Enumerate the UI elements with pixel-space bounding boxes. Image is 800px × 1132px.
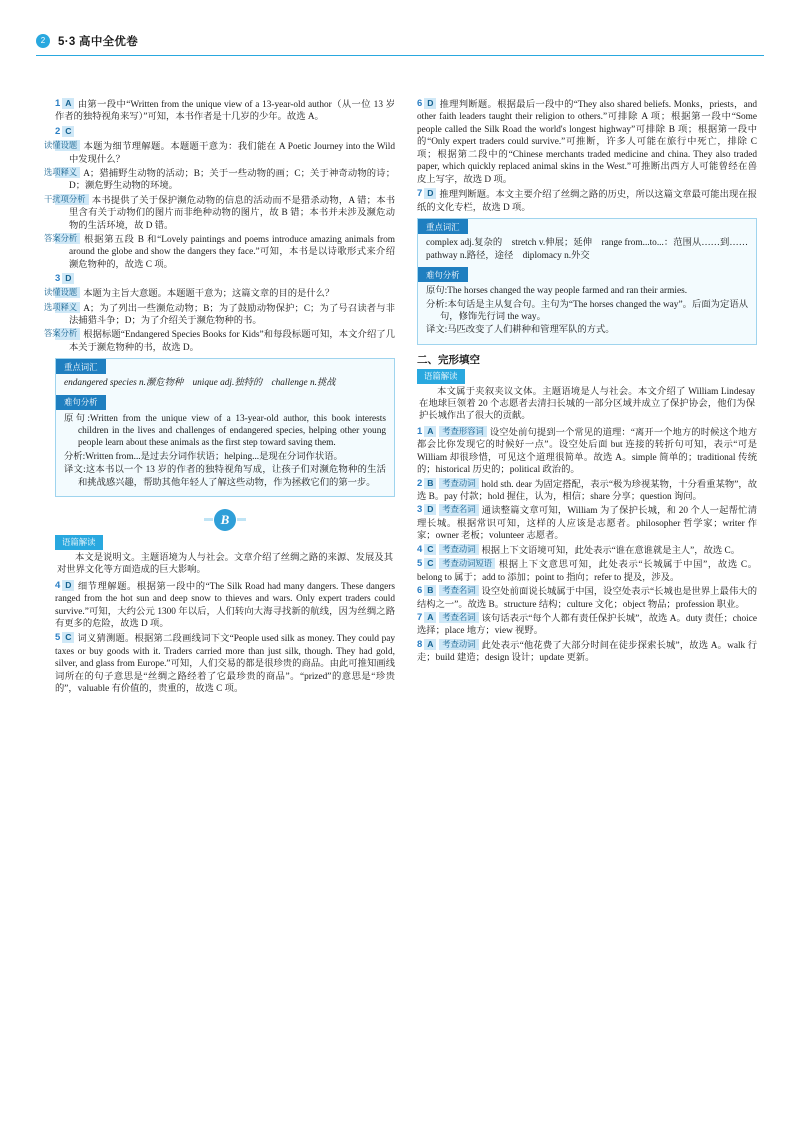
explanation-text: 由第一段中“Written from the unique view of a 13-year-old author（从一位 13 岁作者的独特视角来写）”可知，本书作者是十几岁的少年。故选 A。: [55, 100, 395, 123]
option-meaning-block: [44, 167, 395, 193]
answer-letter: B: [424, 585, 436, 596]
question-type-tag: 考查动词: [439, 478, 478, 489]
key-vocabulary-label: 重点词汇: [418, 219, 468, 234]
vocabulary-line: complex adj.复杂的 stretch v.伸展；延伸 range from...to...：范围从……到…… pathway n.路径，途径 diplomacy n.外交: [426, 238, 758, 261]
read-question-block: [44, 140, 395, 166]
answer-letter: A: [424, 612, 436, 623]
read-question-text: 本题为细节理解题。本题题干意为：我们能在 A Poetic Journey into the Wild 中发现什么？: [69, 142, 395, 165]
answer-letter: D: [424, 188, 436, 199]
explanation-text: 设空处前句提到一个常见的道理：“离开一个地方的时候这个地方都会比你发现它的时候好一点”。设空处后面 but 连接的转折句可知，表示“可是 William 却很珍惜，可见这个道理很简单。故选 A。simple 简单的；traditional 传统的；historical 历史的；political 政治的。: [417, 427, 757, 476]
option-meaning-label: 选项释义: [55, 302, 80, 313]
section-letter: B: [214, 509, 236, 531]
page-number: 2: [36, 34, 50, 48]
cloze-item: [417, 478, 757, 504]
question-number: 2: [55, 125, 61, 137]
explanation-text: 细节理解题。根据第一段中的“The Silk Road had many dangers. These dangers ranged from the hot sun and deep snow to thieves and wars. Only expert traders could survive.”可知，大约公元 1300 年以后，人们转向大海寻找新的航线，因为丝绸之路有更多的危险，故选 D 项。: [55, 581, 395, 629]
explanation-text: 根据上下文语境可知，此处表示“谁在意谁就是主人”，故选 C。: [481, 545, 740, 556]
explanation-text: 推理判断题。根据最后一段中的“They also shared beliefs. Monks，priests，and other faith leaders taught their religion to others.”可排除 A 项；根据第一段中“Some people called the Silk Road the world's longest highway”可排除 B 项；根据第一段中的“Only expert traders could survive.”可推断，许多人可能在旅行中死亡，排除 C 项；根据第二段中的“Chinese merchants traded medicine and china. They also traded paper, which quickly replaced animal skins in the West.”可推断出西方人可能曾经在兽皮上写字，故选 D 项。: [417, 100, 757, 185]
read-question-label: 读懂设题: [55, 140, 80, 151]
explanation-text: 根据上下文意思可知，此处表示“长城属于中国”，故选 C。belong to 属于；add to 添加；point to 指向；refer to 提及，涉及。: [417, 560, 757, 583]
answer-letter: C: [62, 126, 74, 137]
sentence-analysis-text: Written from...是过去分词作状语；helping...是现在分词作状语。: [85, 451, 343, 462]
answer-item-7: [417, 188, 757, 214]
distractor-label: 干扰项分析: [55, 194, 89, 205]
answer-item-6: [417, 98, 757, 186]
hard-sentence-label: 难句分析: [56, 395, 106, 410]
answer-letter: D: [62, 273, 74, 284]
explanation-text: 设空处前面说长城属于中国，设空处表示“长城也是世界上最伟大的结构之一”。故选 B。structure 结构；culture 文化；object 物品；profession 职业。: [417, 587, 757, 610]
cloze-item: [417, 544, 757, 557]
question-type-tag: 考查动词短语: [439, 558, 495, 569]
answer-item-4: [55, 580, 395, 631]
answer-analysis-text: 根据标题“Endangered Species Books for Kids”和每段标题可知，本文介绍了几本关于濒危物种的书，故选 D。: [69, 330, 395, 353]
original-sentence-label: 原句: [426, 286, 445, 297]
explanation-text: 该句话表示“每个人都有责任保护长城”，故选 A。duty 责任；choice 选择；place 地方；view 视野。: [417, 614, 757, 637]
distractor-text: 本书提供了关于保护濒危动物的信息的活动而不是猎杀动物，A 错；本书里含有关于动物们的图片而非绝种动物的图片，故 B 错；本书并未涉及濒危动物的生活环境，故 D 错。: [69, 195, 395, 231]
explanation-text: 推理判断题。本文主要介绍了丝绸之路的历史，所以这篇文章最可能出现在报纸的文化专栏，故选 D 项。: [417, 190, 757, 213]
sentence-analysis-block: 分析:本句话是主从复合句。主句为“The horses changed the way”。后面为定语从句，修饰先行词 the way。: [426, 299, 748, 322]
answer-item-5: [55, 632, 395, 695]
vocabulary-line: endangered species n.濒危物种 unique adj.独特的 challenge n.挑战: [64, 378, 336, 389]
key-vocabulary-box: [417, 218, 757, 345]
question-number: 5: [417, 558, 423, 570]
option-meaning-block: [44, 301, 395, 328]
answer-letter: A: [424, 639, 436, 650]
answer-letter: D: [424, 98, 436, 109]
question-number: 7: [417, 612, 423, 624]
sentence-translation-text: 这本书以一个 13 岁的作者的独特视角写成，让孩子们对濒危物种的生活和挑战感兴趣，帮助其他年轻人了解这些动物，作为拯救它们的第一步。: [78, 465, 386, 488]
left-column: [44, 98, 395, 698]
answer-letter: B: [424, 478, 436, 489]
answer-letter: C: [424, 558, 436, 569]
answer-item-3: [44, 272, 395, 354]
passage-analysis-label: 语篇解读: [417, 369, 465, 384]
sentence-analysis-label: 分析: [426, 299, 445, 310]
question-number: 4: [417, 543, 423, 555]
sentence-analysis-text: 本句话是主从复合句。主句为“The horses changed the way”。后面为定语从句，修饰先行词 the way。: [440, 299, 748, 322]
page-header: [36, 34, 764, 56]
original-sentence-text: Written from the unique view of a 13-year-old author, this book interests children in the lives and challenges of endangered species, helping other young people learn about these animals as the first step toward saving them.: [78, 413, 386, 449]
cloze-answer-list: [417, 426, 757, 665]
sentence-translation-block: 译文:这本书以一个 13 岁的作者的独特视角写成，让孩子们对濒危物种的生活和挑战感兴趣，帮助其他年轻人了解这些动物，作为拯救它们的第一步。: [64, 465, 386, 488]
passage-analysis-text: 本文是说明文。主题语境为人与社会。文章介绍了丝绸之路的来源、发展及其对世界文化等方面造成的巨大影响。: [57, 552, 393, 576]
question-number: 3: [417, 504, 423, 516]
answer-analysis-label: 答案分析: [55, 328, 80, 339]
question-type-tag: 考查形容词: [439, 426, 487, 437]
sentence-translation-block: 译文:马匹改变了人们耕种和管理军队的方式。: [426, 325, 615, 336]
answer-letter: A: [62, 98, 74, 109]
question-number: 8: [417, 638, 423, 650]
question-number: 3: [55, 272, 61, 284]
question-type-tag: 考查动词: [439, 639, 478, 650]
sentence-translation-label: 译文: [426, 325, 445, 336]
original-sentence-text: The horses changed the way people farmed and ran their armies.: [447, 286, 688, 297]
hard-sentence-label: 难句分析: [418, 267, 468, 282]
passage-analysis-label: 语篇解读: [55, 535, 103, 550]
answer-letter: D: [424, 504, 436, 515]
answer-letter: A: [424, 426, 436, 437]
cloze-item: [417, 612, 757, 638]
question-number: 6: [417, 585, 423, 597]
answer-analysis-block: [44, 232, 395, 271]
marker-wing-right-icon: [237, 518, 246, 521]
passage-analysis-text: 本文属于夹叙夹议文体。主题语境是人与社会。本文介绍了 William Lindesay 在地球巨领着 20 个志愿者去清扫长城的一部分区域并成立了保护协会，他们为保护长城作出了很大的贡献。: [419, 386, 755, 422]
right-column: [417, 98, 757, 666]
answer-letter: C: [62, 632, 74, 643]
explanation-text: hold sth. dear 为固定搭配，表示“极为珍视某物，十分看重某物”，故选 B。pay 付款；hold 握住，认为，相信；share 分享；question 询问。: [417, 479, 757, 502]
cloze-item: [417, 558, 757, 584]
cloze-item: [417, 585, 757, 611]
distractor-block: [44, 193, 395, 232]
key-vocabulary-label: 重点词汇: [56, 359, 106, 374]
sentence-translation-text: 马匹改变了人们耕种和管理军队的方式。: [447, 325, 615, 336]
option-meaning-label: 选项释义: [55, 167, 80, 178]
cloze-item: [417, 639, 757, 665]
question-number: 5: [55, 632, 61, 644]
answer-letter: D: [62, 580, 74, 591]
question-type-tag: 考查名词: [439, 504, 478, 515]
original-sentence-block: 原句:The horses changed the way people farmed and ran their armies.: [426, 286, 688, 297]
explanation-text: 通读整篇文章可知，William 为了保护长城，和 20 个人一起帮忙清理长城。根据常识可知，这样的人应该是志愿者。philosopher 哲学家；writer 作家；owner 老板；volunteer 志愿者。: [417, 506, 757, 542]
read-question-label: 读懂设题: [55, 287, 80, 298]
cloze-item: [417, 504, 757, 542]
cloze-item: [417, 426, 757, 477]
answer-analysis-label: 答案分析: [55, 233, 80, 244]
original-sentence-label: 原句: [64, 413, 88, 424]
read-question-text: 本题为主旨大意题。本题题干意为；这篇文章的目的是什么？: [83, 289, 335, 300]
question-number: 1: [417, 425, 423, 437]
question-type-tag: 考查名词: [439, 585, 478, 596]
question-type-tag: 考查动词: [439, 544, 478, 555]
answer-item-2: [44, 125, 395, 271]
sentence-translation-label: 译文: [64, 465, 84, 476]
answer-analysis-text: 根据第五段 B 和“Lovely paintings and poems introduce amazing animals from around the globe and show the dangers they face.”可知，本书是以诗歌形式来介绍濒危物种的，故选 C 项。: [69, 234, 395, 270]
answer-letter: C: [424, 544, 436, 555]
section-heading-cloze: 二、完形填空: [417, 353, 480, 366]
sentence-analysis-label: 分析: [64, 451, 83, 462]
section-marker-b: [214, 509, 236, 531]
read-question-block: [44, 287, 395, 300]
answer-analysis-block: [44, 328, 395, 354]
question-number: 1: [55, 98, 61, 109]
passage-analysis-b: [55, 535, 395, 577]
explanation-text: 此处表示“他花费了大部分时间在徒步探索长城”，故选 A。walk 行走；build 建造；design 设计；update 更新。: [417, 640, 757, 664]
question-type-tag: 考查名词: [439, 612, 478, 623]
question-number: 2: [417, 477, 423, 489]
option-meaning-text: A；为了列出一些濒危动物；B；为了鼓励动物保护；C；为了号召读者与非法捕猎斗争；D；为了介绍关于濒危物种的书。: [69, 303, 395, 327]
passage-analysis-cloze: [417, 369, 757, 423]
question-number: 4: [55, 579, 61, 591]
original-sentence-block: 原句:Written from the unique view of a 13-year-old author, this book interests children in the lives and challenges of endangered species, helping other young people learn about these animals as the first step toward saving them.: [64, 413, 386, 449]
option-meaning-text: A；猎捕野生动物的活动；B；关于一些动物的画；C；关于神奇动物的诗；D；濒危野生动物的环境。: [69, 169, 395, 192]
explanation-text: 词义猜测题。根据第二段画线词下文“People used silk as money. They could pay taxes or buy goods with it. Traders carried more than just silk, though. They had gold, silver, and glass from Europe.”可知，人们交易的都是很珍贵的商品。由此可推知画线词所在的句子意思是“丝绸之路经着了它最珍贵的商品”。“prized”的意思是“珍贵的”，valuable 有价值的，贵重的，故选 C 项。: [55, 634, 395, 695]
key-vocabulary-box: [55, 358, 395, 497]
answer-item-1: [55, 98, 395, 124]
question-number: 7: [417, 188, 423, 200]
marker-wing-left-icon: [204, 518, 213, 521]
sentence-analysis-block: 分析:Written from...是过去分词作状语；helping...是现在分词作状语。: [64, 451, 343, 462]
question-number: 6: [417, 98, 423, 109]
page-title: 5·3 高中全优卷: [58, 36, 139, 48]
